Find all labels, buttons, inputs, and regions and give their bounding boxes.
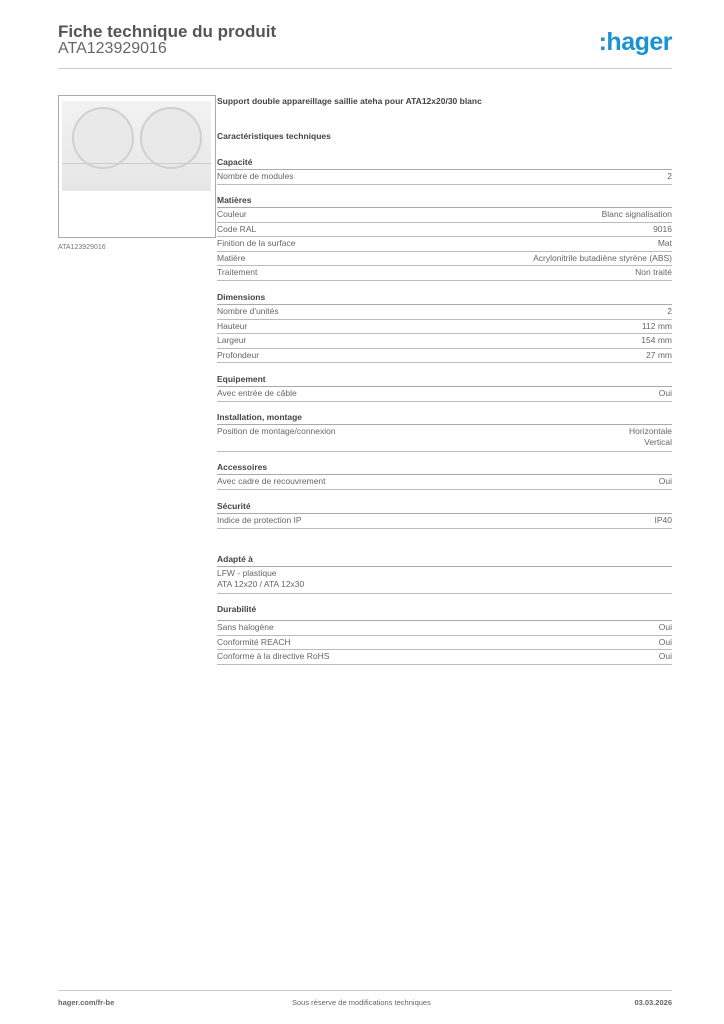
spec-value: Oui xyxy=(658,388,672,398)
spec-label: Nombre d'unités xyxy=(217,306,279,316)
header-divider xyxy=(58,68,672,69)
spec-label-line: LFW - plastique xyxy=(217,568,277,578)
spec-label: Sans halogène xyxy=(217,622,274,632)
section-heading: Durabilité xyxy=(217,603,672,621)
spec-section xyxy=(217,156,672,185)
spec-row xyxy=(217,334,672,349)
spec-value: Oui xyxy=(658,636,672,647)
spec-section xyxy=(217,373,672,402)
spec-label: Finition de la surface xyxy=(217,238,296,248)
product-reference: ATA123929016 xyxy=(58,40,167,57)
section-heading: Capacité xyxy=(217,156,672,170)
spec-value: 154 mm xyxy=(641,335,672,345)
spec-label: Avec entrée de câble xyxy=(217,388,297,398)
spec-section xyxy=(217,194,672,281)
spec-value: Oui xyxy=(658,476,672,486)
image-caption: ATA123929016 xyxy=(58,244,106,251)
spec-label: Largeur xyxy=(217,335,247,345)
section-heading: Accessoires xyxy=(217,461,672,475)
spec-value xyxy=(629,425,672,451)
spec-label: Matière xyxy=(217,252,246,263)
spec-value-line: Horizontale xyxy=(629,426,672,436)
spec-row xyxy=(217,237,672,252)
spec-value-line: Vertical xyxy=(644,437,672,447)
spec-value: 9016 xyxy=(653,223,672,234)
spec-label: Nombre de modules xyxy=(217,171,294,181)
spec-row xyxy=(217,475,672,490)
page-title: Fiche technique du produit xyxy=(58,22,277,41)
footer-website[interactable]: hager.com/fr-be xyxy=(58,998,115,1007)
footer-divider xyxy=(58,990,672,991)
spec-value: Mat xyxy=(657,238,672,248)
spec-row xyxy=(217,252,672,267)
spec-label: Conforme à la directive RoHS xyxy=(217,651,330,661)
spec-section xyxy=(217,603,672,665)
spec-label: Conformité REACH xyxy=(217,636,291,647)
hager-logo: :hager xyxy=(598,28,672,56)
product-name: Support double appareillage saillie ateha pour ATA12x20/30 blanc xyxy=(217,96,482,106)
spec-row xyxy=(217,349,672,364)
spec-section xyxy=(217,411,672,452)
spec-label: Code RAL xyxy=(217,223,257,234)
spec-value: Non traité xyxy=(635,267,672,277)
spec-label xyxy=(217,567,304,593)
spec-row xyxy=(217,425,672,452)
spec-label: Couleur xyxy=(217,209,247,219)
spec-value: 27 mm xyxy=(646,349,672,360)
spec-row xyxy=(217,650,672,665)
specs-title: Caractéristiques techniques xyxy=(217,131,331,141)
spec-section xyxy=(217,553,672,594)
product-picture xyxy=(62,101,211,191)
spec-value: 2 xyxy=(667,171,672,181)
spec-row xyxy=(217,621,672,636)
spec-label: Avec cadre de recouvrement xyxy=(217,476,326,486)
spec-row xyxy=(217,567,672,594)
spec-row xyxy=(217,514,672,529)
spec-section xyxy=(217,291,672,363)
spec-label: Profondeur xyxy=(217,349,260,360)
spec-value: Acrylonitrile butadiène styrène (ABS) xyxy=(533,252,672,263)
section-heading: Matières xyxy=(217,194,672,208)
spec-row xyxy=(217,320,672,335)
spec-value: 2 xyxy=(667,306,672,316)
spec-row xyxy=(217,266,672,281)
spec-label: Hauteur xyxy=(217,320,248,331)
footer-disclaimer: Sous réserve de modifications techniques xyxy=(292,998,431,1007)
section-heading: Sécurité xyxy=(217,500,672,514)
product-image xyxy=(58,95,216,238)
spec-value: 112 mm xyxy=(641,320,672,331)
spec-row xyxy=(217,208,672,223)
spec-row xyxy=(217,636,672,651)
spec-label: Position de montage/connexion xyxy=(217,426,336,436)
spec-row xyxy=(217,223,672,238)
spec-value: Oui xyxy=(658,651,672,661)
spec-label: Indice de protection IP xyxy=(217,515,302,525)
section-heading: Dimensions xyxy=(217,291,672,305)
spec-row xyxy=(217,387,672,402)
section-heading: Equipement xyxy=(217,373,672,387)
spec-section xyxy=(217,500,672,529)
section-heading: Adapté à xyxy=(217,553,672,567)
spec-value: Oui xyxy=(658,622,672,632)
spec-value: IP40 xyxy=(654,515,672,525)
spec-value: Blanc signalisation xyxy=(601,209,672,219)
spec-section xyxy=(217,461,672,490)
section-heading: Installation, montage xyxy=(217,411,672,425)
spec-row xyxy=(217,170,672,185)
spec-label-line: ATA 12x20 / ATA 12x30 xyxy=(217,579,305,589)
footer-date: 03.03.2026 xyxy=(634,998,672,1007)
spec-row xyxy=(217,305,672,320)
spec-label: Traitement xyxy=(217,267,258,277)
